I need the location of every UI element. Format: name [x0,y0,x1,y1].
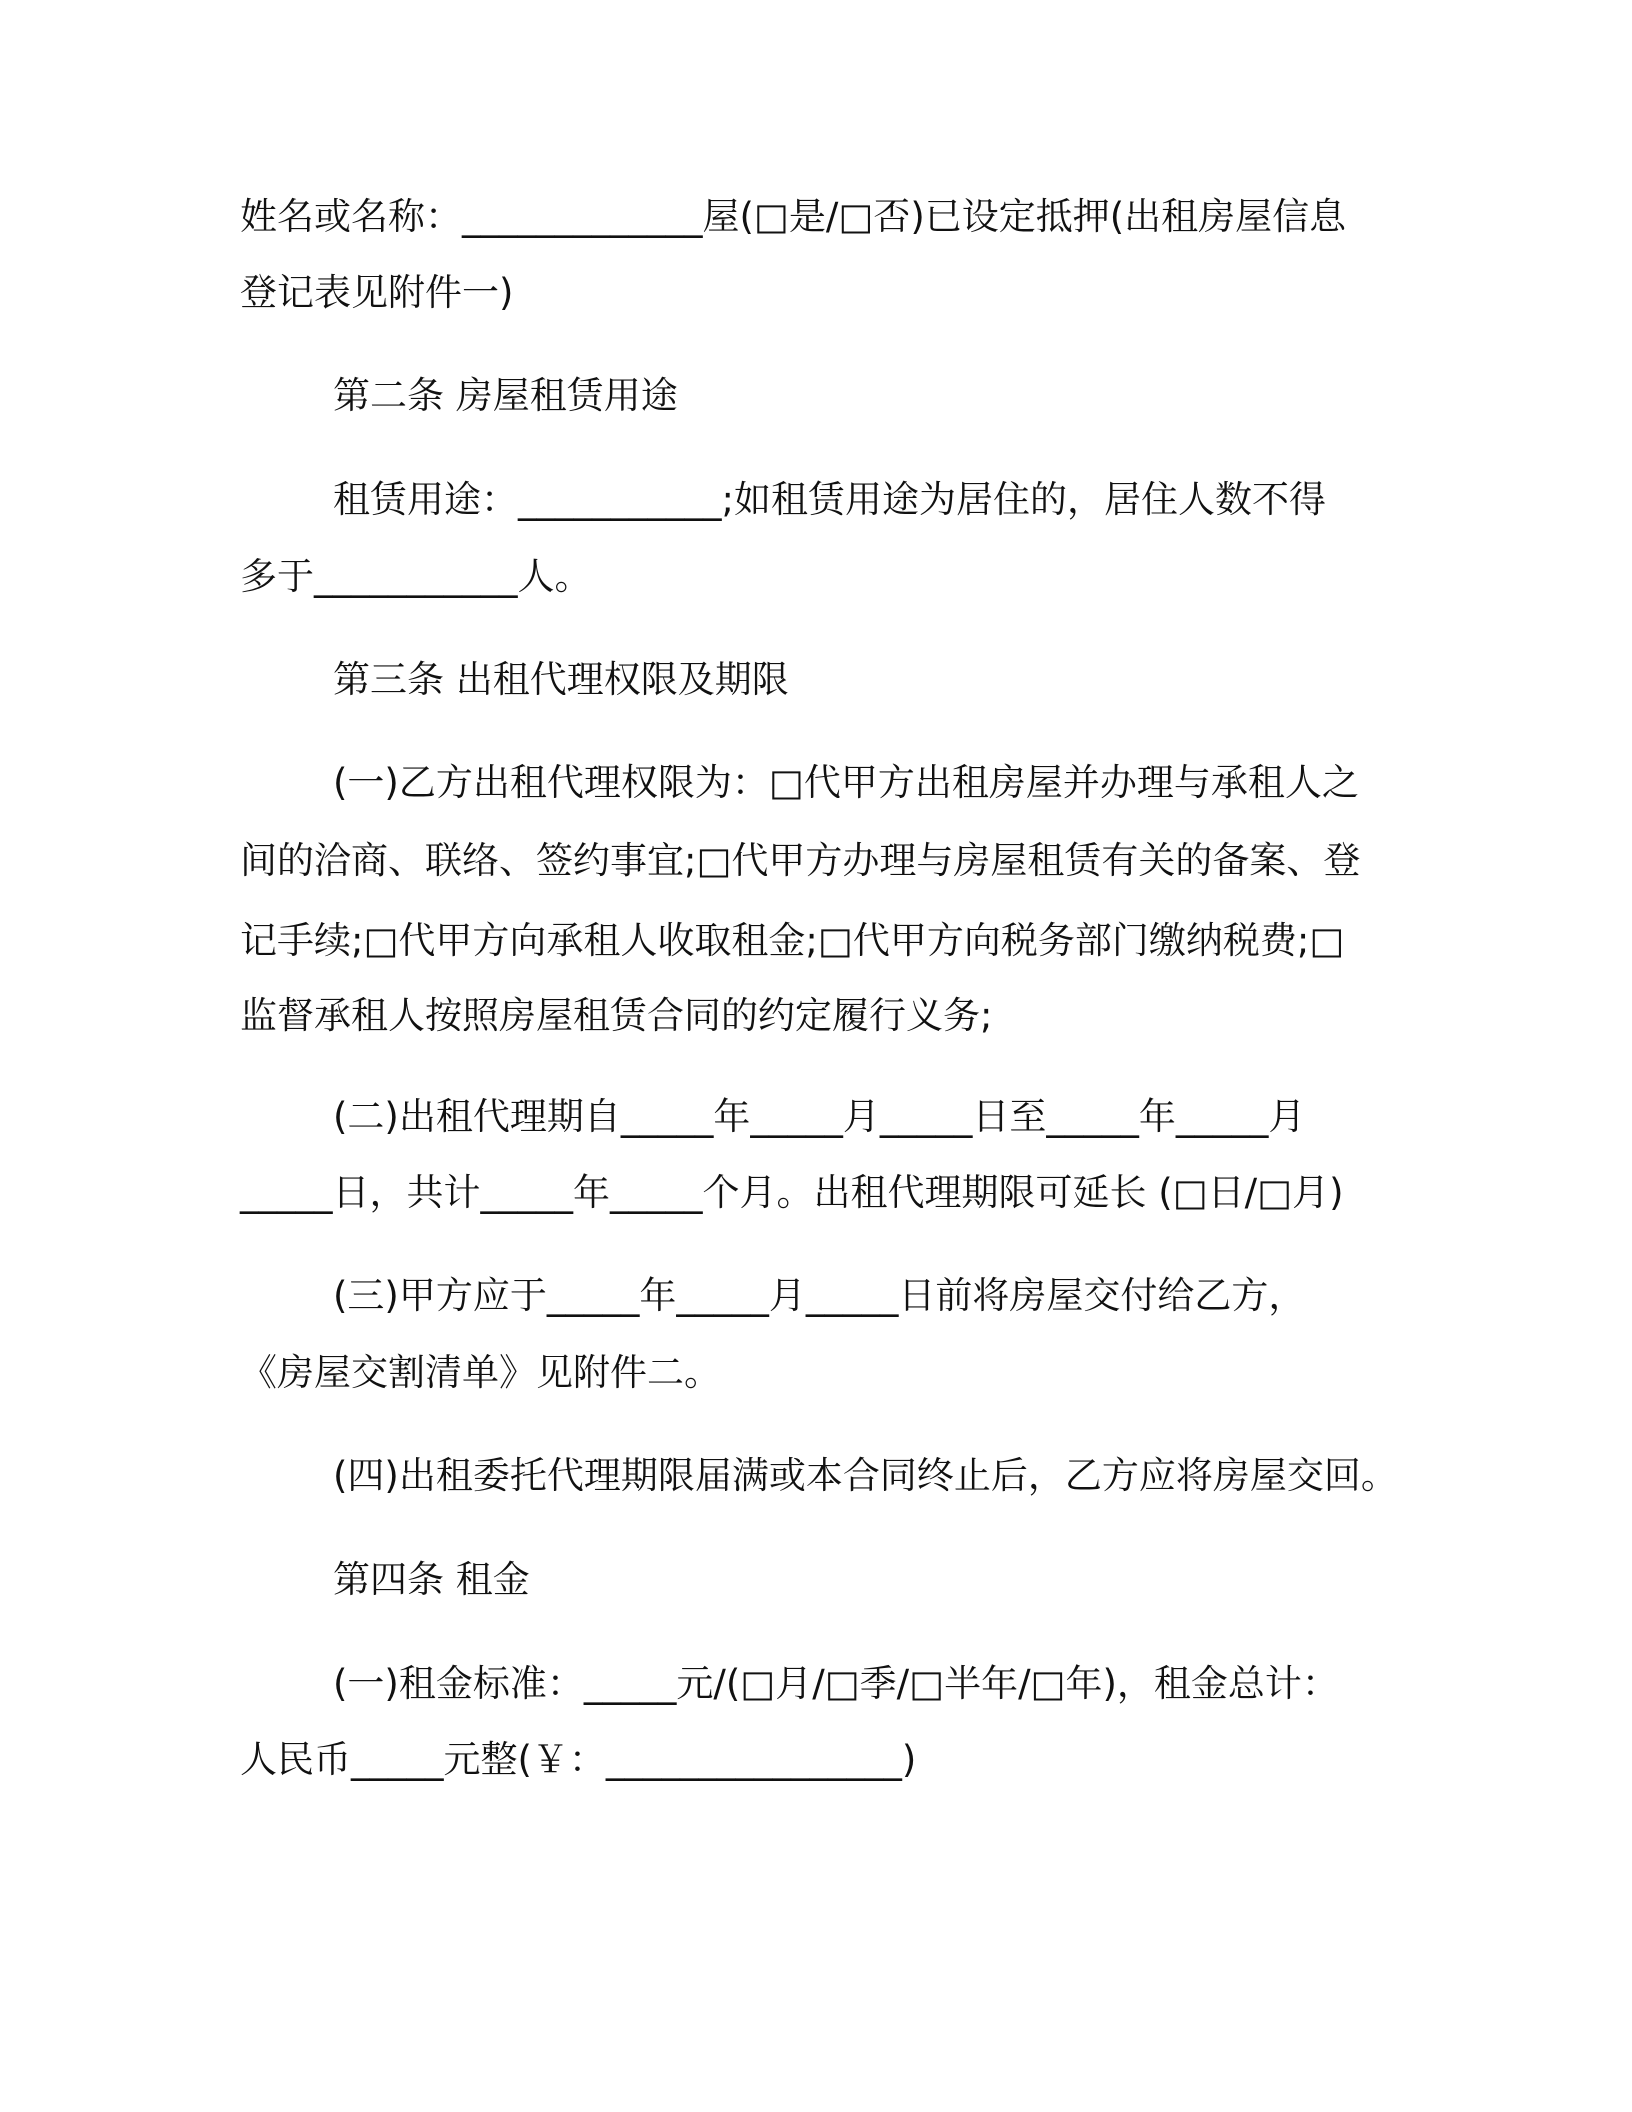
clause-2-heading: 第二条 房屋租赁用途 [333,374,678,417]
lease-purpose-line: 租赁用途：___________;如租赁用途为居住的，居住人数不得 [333,478,1326,521]
agency-period-line-cont: _____日，共计_____年_____个月。出租代理期限可延长 (□日/□月) [240,1171,1344,1214]
return-house-line: (四)出租委托代理期限届满或本合同终止后，乙方应将房屋交回。 [333,1454,1398,1497]
rent-standard-line: (一)租金标准：_____元/(□月/□季/□半年/□年)，租金总计： [333,1662,1339,1705]
agency-authority-line: (一)乙方出租代理权限为：□代甲方出租房屋并办理与承租人之 [333,761,1359,804]
party-name-line-cont: 登记表见附件一) [240,271,514,314]
handover-date-line-cont: 《房屋交割清单》见附件二。 [240,1351,721,1394]
clause-3-heading: 第三条 出租代理权限及期限 [333,658,789,701]
party-name-line: 姓名或名称：_____________屋(□是/□否)已设定抵押(出租房屋信息 [240,195,1347,238]
rent-standard-line-cont: 人民币_____元整(￥：________________) [240,1738,917,1781]
clause-4-heading: 第四条 租金 [333,1558,530,1601]
handover-date-line: (三)甲方应于_____年_____月_____日前将房屋交付给乙方， [333,1274,1306,1317]
lease-purpose-line-cont: 多于___________人。 [240,555,592,598]
agency-authority-line-cont-3: 监督承租人按照房屋租赁合同的约定履行义务; [240,994,993,1037]
agency-authority-line-cont-1: 间的洽商、联络、签约事宜;□代甲方办理与房屋租赁有关的备案、登 [240,839,1361,882]
agency-authority-line-cont-2: 记手续;□代甲方向承租人收取租金;□代甲方向税务部门缴纳税费;□ [240,919,1345,962]
agency-period-line: (二)出租代理期自_____年_____月_____日至_____年_____月 [333,1095,1306,1138]
